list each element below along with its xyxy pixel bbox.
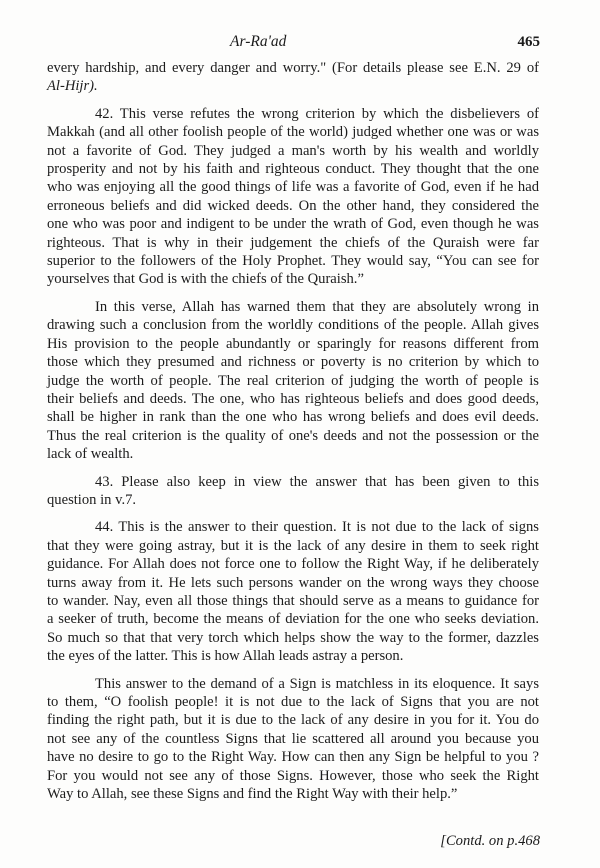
text-line: This answer to the demand of a Sign is matchless in its eloquence. It says	[95, 675, 539, 692]
text-line: erroneous beliefs and did wicked deeds. On the other hand, they considered the	[47, 197, 539, 214]
text-line: shall be higher in rank than the one who has wrong beliefs and does evil deeds.	[47, 409, 539, 426]
text-line: to wander. Nay, even all those things that should serve as a means to guidance for	[47, 592, 539, 609]
text-line: superior to the followers of the Holy Prophet. They would say, “You can see for	[47, 253, 539, 270]
text-line: finding the right path, but it is due to the lack of any desire in you for it. You do	[47, 712, 539, 729]
text-line: Way to Allah, see these Signs and find the Right Way with their help.”	[47, 786, 458, 803]
text-line: have no desire to go to the Right Way. How can then any Sign be helpful to you ?	[47, 749, 539, 766]
text-line: question in v.7.	[47, 491, 137, 508]
text-line: one who was poor and indigent to be under the wrath of God, even though he was	[47, 216, 539, 233]
paragraph-note-43	[47, 473, 539, 510]
paragraph-note-42	[47, 105, 539, 289]
text-line: In this verse, Allah has warned them that they are absolutely wrong in	[95, 298, 539, 315]
text-line: not a favorite of God. They judged a man's worth by his wealth and worldly	[47, 142, 539, 159]
continued-note: [Contd. on p.468	[440, 833, 540, 849]
text-line: every hardship, and every danger and worry." (For details please see E.N. 29 of	[47, 60, 539, 76]
text-line: Makkah (and all other foolish people of the world) judged whether one was or was	[47, 124, 539, 141]
text-line: 44. This is the answer to their question. It is not due to the lack of signs	[95, 519, 539, 536]
text-line: judge the worth of people. The real criterion of judging the worth of people is	[47, 372, 539, 389]
text-line: For you would not see any of those Signs. However, those who seek the Right	[47, 767, 539, 784]
text-line: 42. This verse refutes the wrong criterion by which the disbelievers of	[95, 105, 539, 122]
text-line: Thus the real criterion is the quality of one's deeds and not the possession or the	[47, 427, 539, 444]
text-line: turns away from it. He lets such persons wander on the wrong ways they choose	[47, 574, 539, 591]
paragraph-note-44-continued	[47, 675, 539, 804]
running-title: Ar-Ra'ad	[230, 33, 287, 50]
text-line: the eyes of the latter. This is how Allah leads astray a person.	[47, 648, 404, 665]
surah-reference: Al-Hijr).	[47, 78, 98, 95]
text-line: prosperity and not by his faith and righteous conduct. They thought that the one	[47, 161, 539, 178]
text-line: yourselves that God is with the chiefs of the Quraish.”	[47, 271, 364, 288]
text-line: those which they presumed and richness or poverty is no criterion by which to	[47, 354, 539, 371]
text-line: not see any of the countless Signs that lie scattered all around you because you	[47, 730, 539, 747]
commentary-body	[47, 59, 539, 803]
text-line: His provision to the people abundantly or sparingly for reasons different from	[47, 335, 539, 352]
text-line	[47, 77, 539, 95]
text-line: who was enjoying all the good things of life was a favorite of God, even if he had	[47, 179, 539, 196]
text-line: righteous. That is why in their judgement the chiefs of the Quraish were far	[47, 234, 539, 251]
text-line: their beliefs and deeds. The one, who has righteous beliefs and does good deeds,	[47, 390, 539, 407]
page-number: 465	[517, 34, 540, 50]
text-line: that they were going astray, but it is the lack of any desire in them to seek right	[47, 537, 539, 554]
paragraph-continuation	[47, 59, 539, 96]
text-line: a seeker of truth, become the means of deviation for the one who seeks deviation.	[47, 611, 539, 628]
paragraph-note-42-continued	[47, 298, 539, 464]
text-line: to them, “O foolish people! it is not due to the lack of Signs that you are not	[47, 694, 539, 710]
text-line: lack of wealth.	[47, 446, 134, 463]
page-header	[0, 33, 600, 55]
text-line: 43. Please also keep in view the answer that has been given to this	[95, 473, 539, 490]
text-line: So much so that that very torch which helps show the way to the former, dazzles	[47, 629, 539, 646]
text-line: drawing such a conclusion from the worldly conditions of the people. Allah gives	[47, 317, 539, 334]
paragraph-note-44	[47, 518, 539, 665]
text-line: guidance. For Allah does not force one to follow the Right Way, if he deliberately	[47, 556, 539, 573]
